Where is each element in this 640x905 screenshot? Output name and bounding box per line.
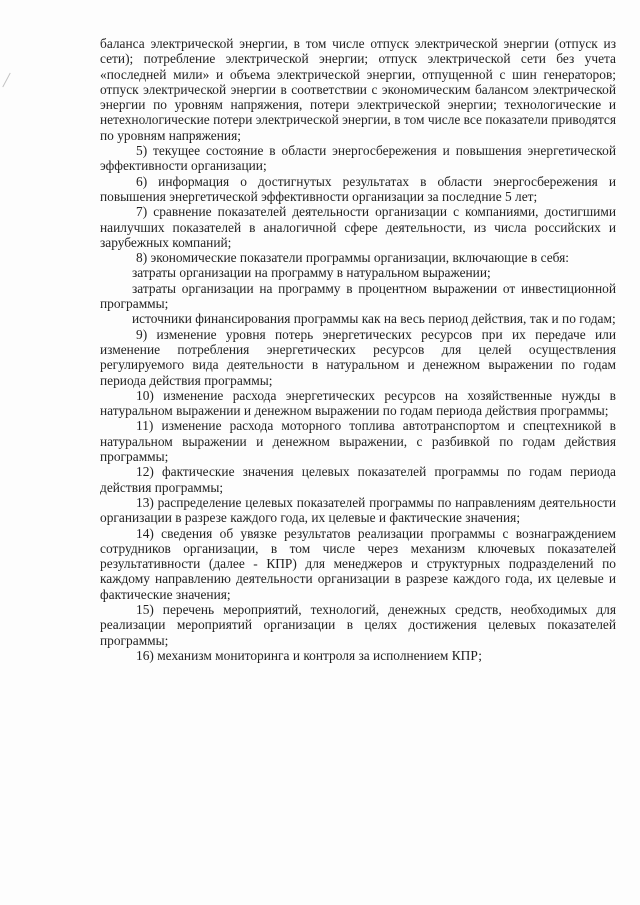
list-item-5: 5) текущее состояние в области энергосбережения и повышения энергетической эффективности организации; <box>100 143 616 174</box>
paragraph-continuation: баланса электрической энергии, в том числе отпуск электрической энергии (отпуск из сети); потребление электрической энергии; отпуск электрической сети без учета «последней мили» и объема электрической энергии, отпущенной с шин генераторов; отпуск электрической энергии в соответствии с экономическим балансом электрической энергии по уровням напряжения, потери электрической энергии; технологические и нетехнологические потери электрической энергии, в том числе все показатели приводятся по уровням напряжения; <box>100 36 616 143</box>
list-item-10: 10) изменение расхода энергетических ресурсов на хозяйственные нужды в натуральном выражении и денежном выражении по годам периода действия программы; <box>100 387 616 419</box>
list-item-8-subitem-2: затраты организации на программу в процентном выражении от инвестиционной программы; <box>100 280 616 312</box>
list-item-11: 11) изменение расхода моторного топлива автотранспортом и спецтехникой в натуральном выражении и денежном выражении, с разбивкой по годам действия программы; <box>100 418 616 465</box>
list-item-15: 15) перечень мероприятий, технологий, денежных средств, необходимых для реализации мероприятий организации в целях достижения целевых показателей программы; <box>100 601 616 648</box>
list-item-6: 6) информация о достигнутых результатах в области энергосбережения и повышения энергетической эффективности организации за последние 5 лет; <box>100 173 616 204</box>
list-item-14: 14) сведения об увязке результатов реализации программы с вознаграждением сотрудников организации, в том числе через механизм ключевых показателей результативности (далее - КПР) для менеджеров и структурных подразделений по каждому направлению деятельности организации в разрезе каждого года, их целевые и фактические значения; <box>100 525 616 602</box>
list-item-12: 12) фактические значения целевых показателей программы по годам периода действия программы; <box>100 464 616 495</box>
list-item-8: 8) экономические показатели программы организации, включающие в себя: <box>136 250 570 266</box>
list-item-8-subitem-3: источники финансирования программы как на весь период действия, так и по годам; <box>132 311 616 327</box>
list-item-13: 13) распределение целевых показателей программы по направлениям деятельности организации в разрезе каждого года, их целевые и фактические значения; <box>100 494 616 526</box>
list-item-8-subitem-1: затраты организации на программу в натуральном выражении; <box>132 265 491 281</box>
list-item-7: 7) сравнение показателей деятельности организации с компаниями, достигшими наилучших показателей в аналогичной сфере деятельности, из числа российских и зарубежных компаний; <box>100 204 616 250</box>
list-item-9: 9) изменение уровня потерь энергетических ресурсов при их передаче или изменение потребления энергетических ресурсов для целей осуществления регулируемого вида деятельности в натуральном и денежном выражении по годам периода действия программы; <box>100 326 616 388</box>
list-item-16: 16) механизм мониторинга и контроля за исполнением КПР; <box>136 647 482 663</box>
scan-artifact-mark <box>2 73 10 88</box>
document-body <box>100 36 616 663</box>
